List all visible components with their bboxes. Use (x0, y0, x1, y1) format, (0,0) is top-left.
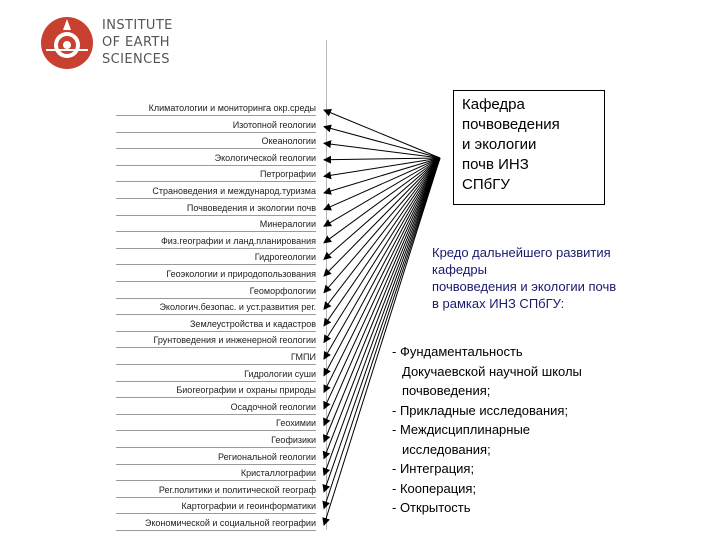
principles-list (392, 342, 582, 518)
credo-line-2: кафедры (432, 262, 488, 277)
principle-line-7: - Интеграция; (392, 461, 475, 476)
department-label: Биогеографии и охраны природы (176, 385, 316, 396)
department-label: Экологической геологии (214, 152, 316, 163)
department-label: Океанологии (261, 136, 316, 147)
department-label: ГМПИ (290, 352, 316, 362)
principle-line-4: - Прикладные исследования; (392, 402, 569, 418)
principle-line-5: - Междисциплинарные (392, 422, 531, 437)
connector-arrow (324, 127, 440, 158)
logo-text-line-1: INSTITUTE (102, 18, 173, 33)
connector-arrow (324, 158, 440, 160)
dept-box-line-5: СПбГУ (462, 176, 510, 193)
credo-line-3: почвоведения и экологии почв (432, 279, 617, 294)
department-label: Рег.политики и политической географ (158, 484, 316, 495)
dept-box-line-3: и экологии (462, 136, 537, 153)
dept-box-line-2: почвоведения (462, 116, 560, 133)
principle-line-6: исследования; (402, 441, 491, 457)
department-label: Геохимии (276, 418, 316, 429)
principle-line-8: - Кооперация; (392, 480, 477, 496)
department-label: Петрографии (259, 169, 316, 180)
department-label: Картографии и геоинформатики (181, 501, 316, 512)
department-label: Гидрологии суши (244, 368, 316, 379)
credo-text (432, 244, 616, 312)
credo-line-4: в рамках ИНЗ СПбГУ: (432, 296, 565, 311)
department-label: Кристаллографии (240, 468, 316, 479)
connector-arrow (324, 158, 440, 342)
dept-box-line-4: почв ИНЗ (462, 156, 529, 173)
credo-line-1: Кредо дальнейшего развития (432, 245, 611, 260)
logo-text-line-2: OF EARTH (102, 35, 170, 50)
principle-line-9: - Открытость (392, 500, 471, 515)
department-label: Климатологии и мониторинга окр.среды (148, 103, 316, 113)
department-label: Геоморфологии (249, 285, 316, 296)
department-label: Минералогии (259, 219, 316, 230)
dept-box-line-1: Кафедра (462, 96, 525, 113)
department-label: Экологич.безопас. и уст.развития рег. (159, 302, 316, 313)
department-label: Грунтоведения и инженерной геологии (153, 335, 316, 346)
principle-line-3: почвоведения; (402, 383, 491, 398)
department-label: Страноведения и международ.туризма (152, 186, 316, 196)
department-label: Почвоведения и экологии почв (186, 202, 316, 213)
department-label: Землеустройства и кадастров (190, 318, 316, 329)
principle-line-2: Докучаевской научной школы (402, 363, 582, 379)
department-label: Гидрогеологии (254, 252, 316, 263)
department-label: Геоэкологии и природопользования (166, 269, 316, 279)
principle-line-1: - Фундаментальность (392, 344, 523, 359)
logo-text-line-3: SCIENCES (102, 52, 170, 67)
department-label: Региональной геологии (218, 451, 316, 462)
department-label: Осадочной геологии (230, 401, 316, 412)
connector-arrow (324, 158, 440, 309)
department-label: Физ.географии и ланд.планирования (160, 235, 316, 246)
connector-arrow (324, 158, 440, 293)
department-label: Геофизики (271, 435, 316, 445)
department-box (453, 90, 605, 205)
department-label: Экономической и социальной географии (144, 518, 316, 528)
department-label: Изотопной геологии (232, 119, 316, 130)
